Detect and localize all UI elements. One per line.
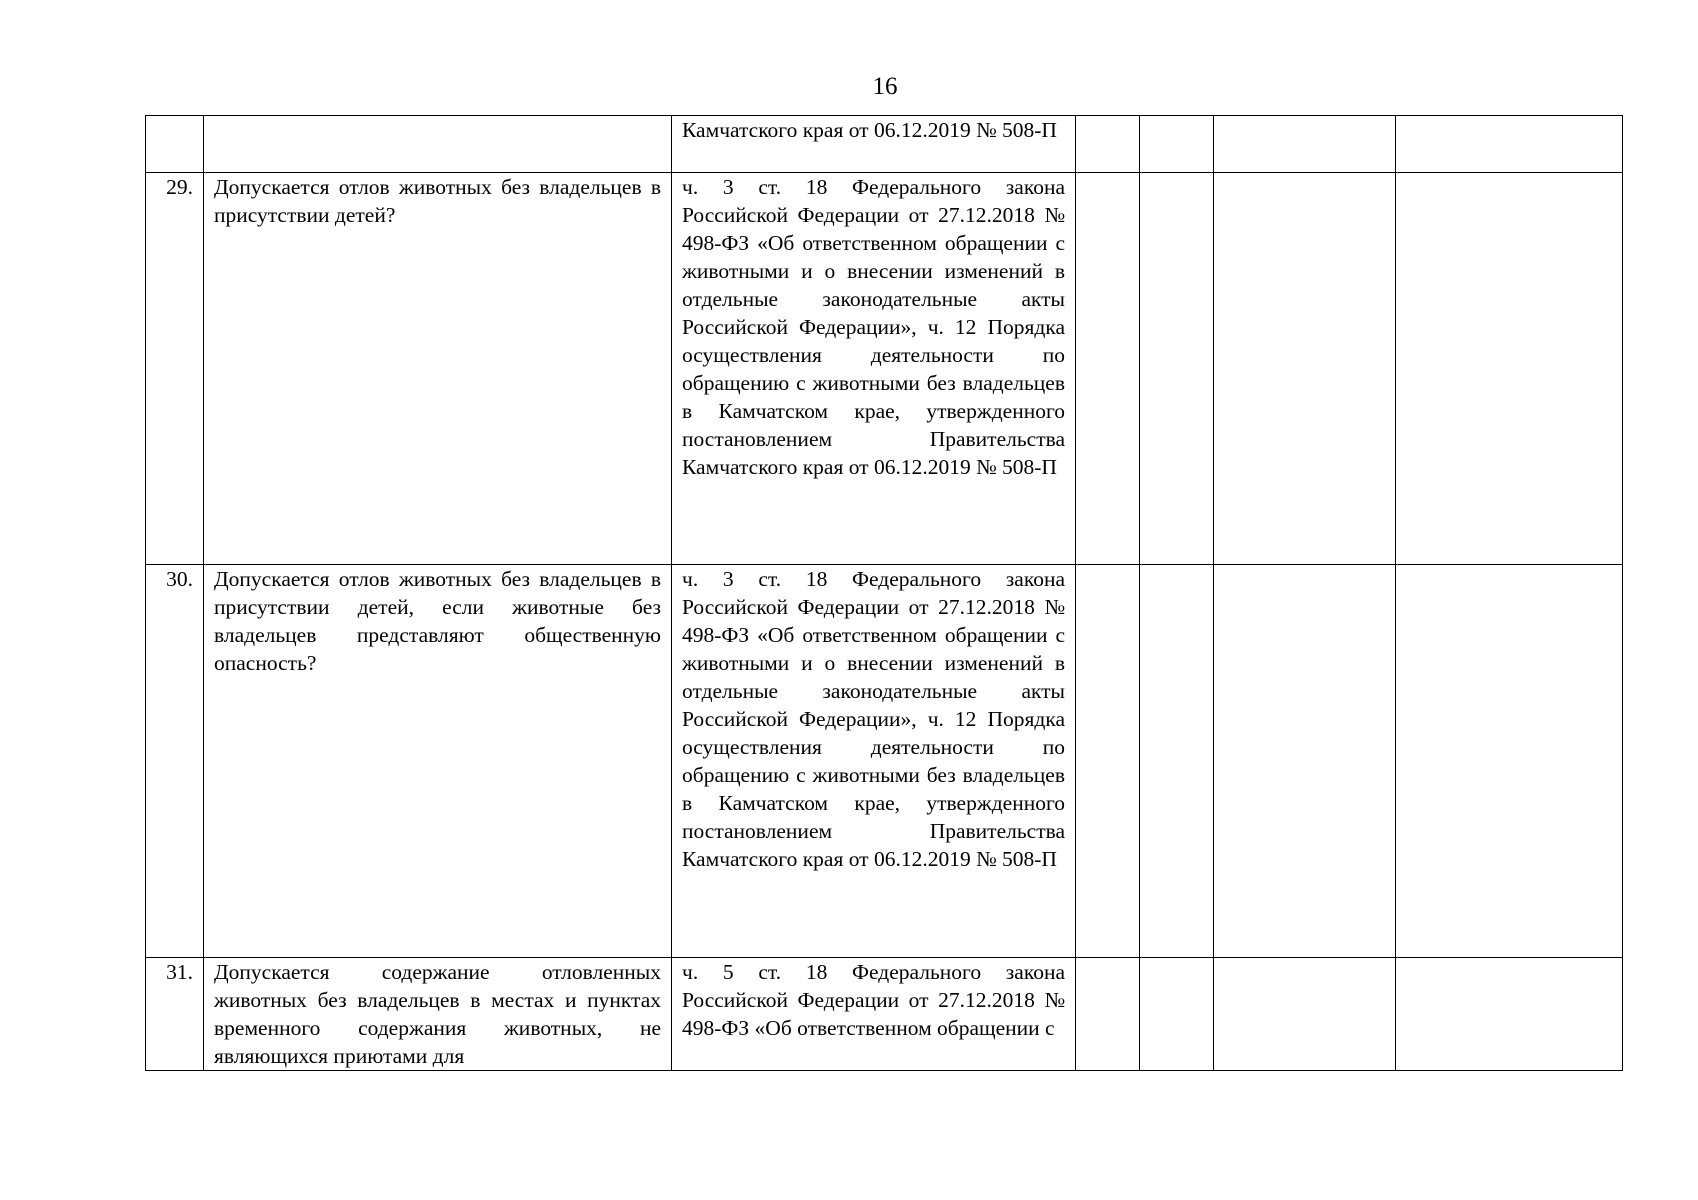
legal-basis-text: ч. 3 ст. 18 Федерального закона Российской Федерации от 27.12.2018 № 498-ФЗ «Об ответственном обращении с животными и о внесении изменений в отдельные законодательные акты Российской Федерации», ч. 12 Порядка осуществления деятельности по обращению с животными без владельцев в Камчатском крае, утвержденного постановлением Правительства Камчатского края от 06.12.2019 № 508-П <box>682 175 1065 479</box>
answer-no-cell <box>1140 958 1214 1071</box>
note-cell <box>1396 116 1623 173</box>
checklist-table <box>145 115 1623 1071</box>
legal-basis-cell <box>672 116 1076 173</box>
question-cell <box>204 116 672 173</box>
table-row <box>146 565 1623 958</box>
table-row <box>146 958 1623 1071</box>
answer-yes-cell <box>1076 116 1140 173</box>
not-applicable-cell <box>1214 958 1396 1071</box>
table-row <box>146 116 1623 173</box>
answer-no-cell <box>1140 173 1214 565</box>
answer-no-cell <box>1140 116 1214 173</box>
question-text: Допускается отлов животных без владельцев в присутствии детей? <box>214 175 661 227</box>
legal-basis-cell <box>672 565 1076 958</box>
row-number <box>146 116 204 173</box>
note-cell <box>1396 565 1623 958</box>
not-applicable-cell <box>1214 565 1396 958</box>
question-text: Допускается отлов животных без владельцев в присутствии детей, если животные без владельцев представляют общественную опасность? <box>214 567 661 675</box>
legal-basis-cell <box>672 958 1076 1071</box>
question-cell <box>204 565 672 958</box>
question-text: Допускается содержание отловленных животных без владельцев в местах и пунктах временного содержания животных, не являющихся приютами для <box>214 960 661 1068</box>
legal-basis-text: ч. 3 ст. 18 Федерального закона Российской Федерации от 27.12.2018 № 498-ФЗ «Об ответственном обращении с животными и о внесении изменений в отдельные законодательные акты Российской Федерации», ч. 12 Порядка осуществления деятельности по обращению с животными без владельцев в Камчатском крае, утвержденного постановлением Правительства Камчатского края от 06.12.2019 № 508-П <box>682 567 1065 871</box>
not-applicable-cell <box>1214 116 1396 173</box>
legal-basis-text: Камчатского края от 06.12.2019 № 508-П <box>682 118 1057 142</box>
question-cell <box>204 173 672 565</box>
table-row <box>146 173 1623 565</box>
answer-yes-cell <box>1076 958 1140 1071</box>
note-cell <box>1396 958 1623 1071</box>
row-number: 29. <box>146 173 204 565</box>
not-applicable-cell <box>1214 173 1396 565</box>
page-number: 16 <box>872 73 898 100</box>
answer-yes-cell <box>1076 173 1140 565</box>
question-cell <box>204 958 672 1071</box>
row-number: 30. <box>146 565 204 958</box>
note-cell <box>1396 173 1623 565</box>
legal-basis-cell <box>672 173 1076 565</box>
row-number: 31. <box>146 958 204 1071</box>
legal-basis-text: ч. 5 ст. 18 Федерального закона Российской Федерации от 27.12.2018 № 498-ФЗ «Об ответственном обращении с <box>682 960 1065 1040</box>
answer-yes-cell <box>1076 565 1140 958</box>
answer-no-cell <box>1140 565 1214 958</box>
